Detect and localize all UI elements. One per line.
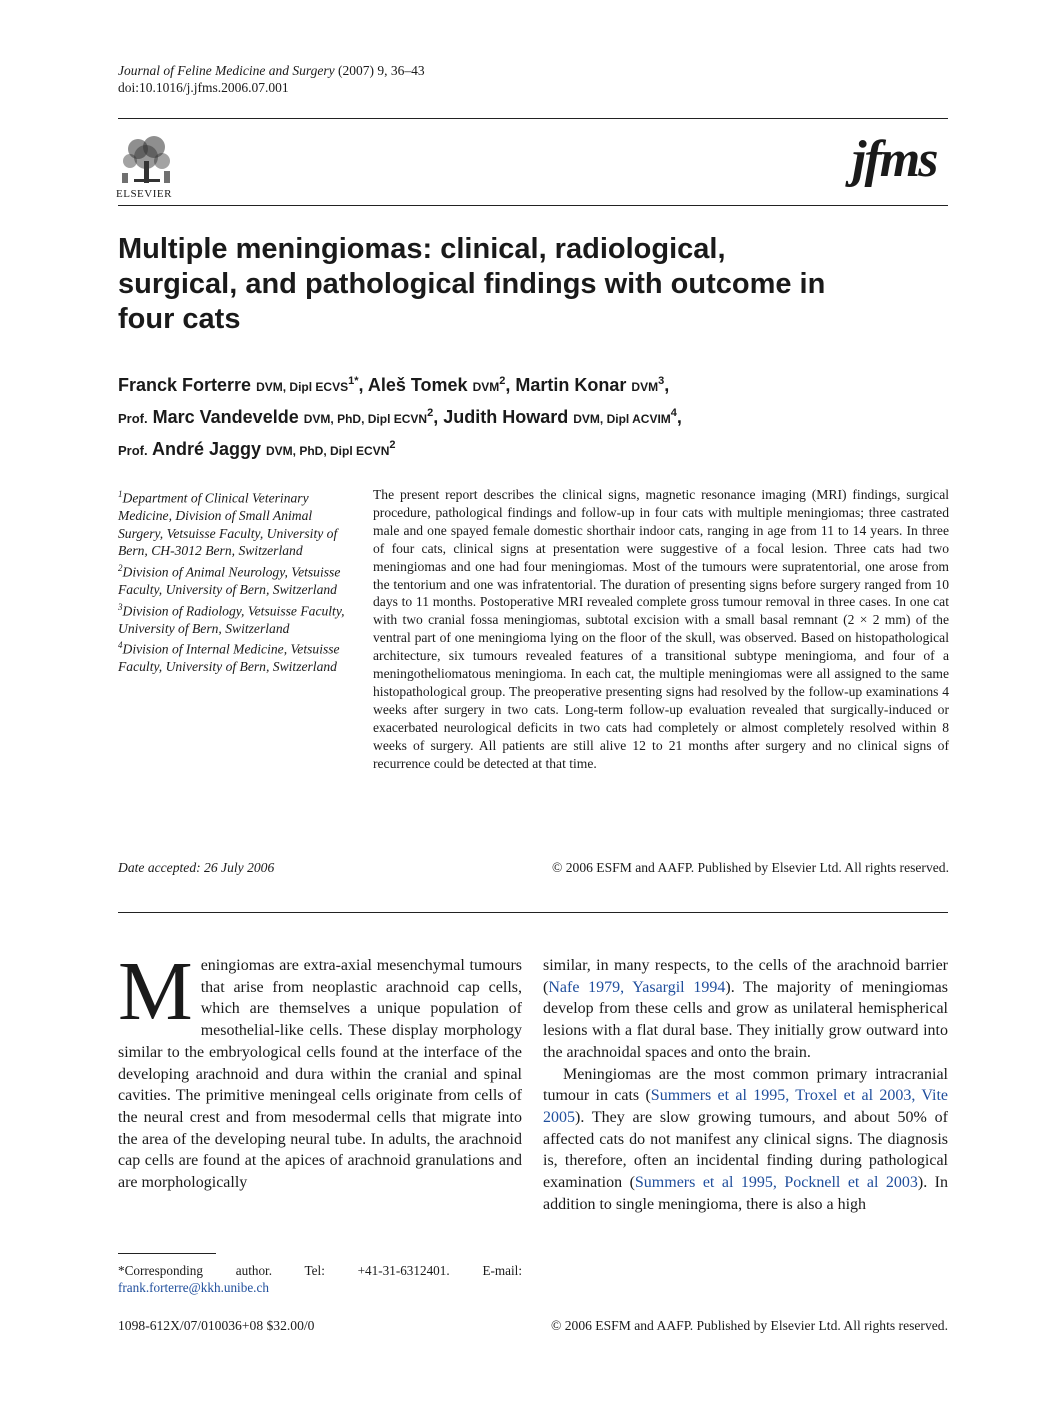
citation-link[interactable]: Nafe 1979, Yasargil 1994 bbox=[548, 978, 726, 996]
affiliation: $^1$Department of Clinical Veterinary Medicine, Division of Small Animal Surgery, Vetsuisse Faculty, University of Bern, CH-3012 Bern, Switzerland bbox=[118, 489, 338, 559]
body-paragraph: Meningiomas are extra-axial mesenchymal tumours that arise from neoplastic arachnoid cap cells, which are themselves a unique population of mesothelial-like cells. These display morphology similar to the embryological cells found at the interface of the developing arachnoid and dura within the cranial and spinal cavities. The primitive meningeal cells originate from cells of the neural crest and from mesodermal cells that migrate into the area of the developing neural tube. In adults, the arachnoid cap cells are found at the apices of arachnoid granulations and are morphologically bbox=[118, 945, 522, 1192]
footnote: *Corresponding author. Tel: +41-31-6312401. E-mail: frank.forterre@kkh.unibe.ch bbox=[118, 1263, 522, 1295]
author-list: Franck Forterre DVM, Dipl $ECVS^{1*}$, Aleš Tomek DVM$^2$, Martin Konar DVM$^3$, Prof. Marc Vandevelde DVM, PhD, Dipl ECVN$^2$, Judith Howard DVM, Dipl ACVIM$^4$, Prof. André Jaggy DVM, PhD, Dipl ECVN$^2$ bbox=[118, 375, 682, 459]
author: Prof. Marc Vandevelde DVM, PhD, Dipl ECVN$^2$ bbox=[118, 407, 434, 427]
affiliation: $^4$Division of Internal Medicine, Vetsuisse Faculty, University of Bern, Switzerland bbox=[118, 640, 340, 675]
article-title: Multiple meningiomas: clinical, radiological, surgical, and pathological findings with outcome in four cats bbox=[118, 233, 826, 335]
author: Judith Howard DVM, Dipl ACVIM$^4$ bbox=[443, 407, 677, 427]
body-paragraph: similar, in many respects, to the cells of the arachnoid barrier (Nafe 1979, Yasargil 1994). The majority of meningiomas develop from these cells and grow as unilateral hemispherical lesions with a flat dural base. They initially grow outward into the arachnoidal spaces and onto the brain. bbox=[543, 957, 948, 1061]
author: Franck Forterre DVM, Dipl $ECVS^{1*}$ bbox=[118, 375, 359, 395]
journal-logo: jfms bbox=[852, 131, 937, 188]
citation-link[interactable]: Summers et al 1995, Troxel et al 2003, Vite 2005 bbox=[543, 1087, 948, 1126]
date-accepted: Date accepted: 26 July 2006 bbox=[118, 860, 275, 875]
issn-line: 1098-612X/07/010036+08 $32.00/0 bbox=[118, 1318, 315, 1333]
citation-link[interactable]: Summers et al 1995, Pocknell et al 2003 bbox=[634, 1174, 918, 1192]
drop-cap: M bbox=[118, 945, 193, 1038]
affiliation: $^2$Division of Animal Neurology, Vetsuisse Faculty, University of Bern, Switzerland bbox=[118, 562, 341, 598]
journal-name: Journal of Feline Medicine and Surgery bbox=[118, 63, 335, 78]
abstract: The present report describes the clinical signs, magnetic resonance imaging (MRI) findings, surgical procedure, pathological findings and follow-up in four cats with multiple meningiomas; three castrated male and one spayed female domestic shorthair indoor cats, ranging in age from 11 to 14 years. In three of four cats, clinical signs at presentation were suggestive of a focal lesion. Three cats had two meningiomas and one had four meningiomas. Most of the tumours were supratentorial, one arose from the tentorium and one was infratentorial. The duration of presenting signs before surgery ranged from 10 days to 11 months. Postoperative MRI revealed complete gross tumour removal in three cases. In one cat with two cranial fossa meningiomas, subtotal excision with a small basal remnant (2 × 2 mm) of the ventral part of one meningioma lying on the floor of the skull, was observed. Based on histopathological architecture, six tumours revealed features of a transitional subtype meningioma, and four of a meningotheliomatous meningioma. In each cat, the multiple meningiomas were all assigned to the same histopathological group. The preoperative presenting signs had resolved by the follow-up examinations 4 weeks after surgery in two cats. Long-term follow-up evaluation revealed that surgically-induced or exacerbated neurological deficits in two cats had completely or almost completely resolved within 8 weeks of surgery. All patients are still alive 12 to 21 months after surgery and no clinical signs of recurrence could be detected at that time. bbox=[373, 487, 949, 771]
abstract-rule bbox=[118, 912, 948, 913]
publisher-label: ELSEVIER bbox=[116, 188, 172, 200]
affiliation: $^3$Division of Radiology, Vetsuisse Faculty, University of Bern, Switzerland bbox=[118, 601, 345, 636]
footnote-rule bbox=[118, 1253, 216, 1254]
title-rule bbox=[118, 205, 948, 206]
abstract-copyright: © 2006 ESFM and AAFP. Published by Elsevier Ltd. All rights reserved. bbox=[552, 860, 949, 875]
author: Prof. André Jaggy DVM, PhD, Dipl ECVN$^2$ bbox=[118, 439, 396, 459]
journal-header bbox=[118, 62, 425, 96]
body-column-left bbox=[118, 945, 522, 1194]
doi: doi:10.1016/j.jfms.2006.07.001 bbox=[118, 80, 289, 95]
email-link[interactable]: frank.forterre@kkh.unibe.ch bbox=[118, 1280, 269, 1295]
header-rule bbox=[118, 118, 948, 119]
author: Aleš Tomek DVM$^2$ bbox=[367, 375, 506, 395]
journal-citation: (2007) 9, 36–43 bbox=[337, 63, 425, 78]
author: Martin Konar DVM$^3$ bbox=[515, 375, 665, 395]
footer-copyright: © 2006 ESFM and AAFP. Published by Elsevier Ltd. All rights reserved. bbox=[551, 1318, 948, 1333]
body-column-right bbox=[543, 955, 948, 1215]
body-paragraph: Meningiomas are the most common primary intracranial tumour in cats (Summers et al 1995, Troxel et al 2003, Vite 2005). They are slow growing tumours, and about 50% of affected cats do not manifest any clinical signs. The diagnosis is, therefore, often an incidental finding during pathological examination (Summers et al 1995, Pocknell et al 2003). In addition to single meningioma, there is also a high bbox=[543, 1065, 949, 1213]
affiliations bbox=[118, 486, 358, 676]
